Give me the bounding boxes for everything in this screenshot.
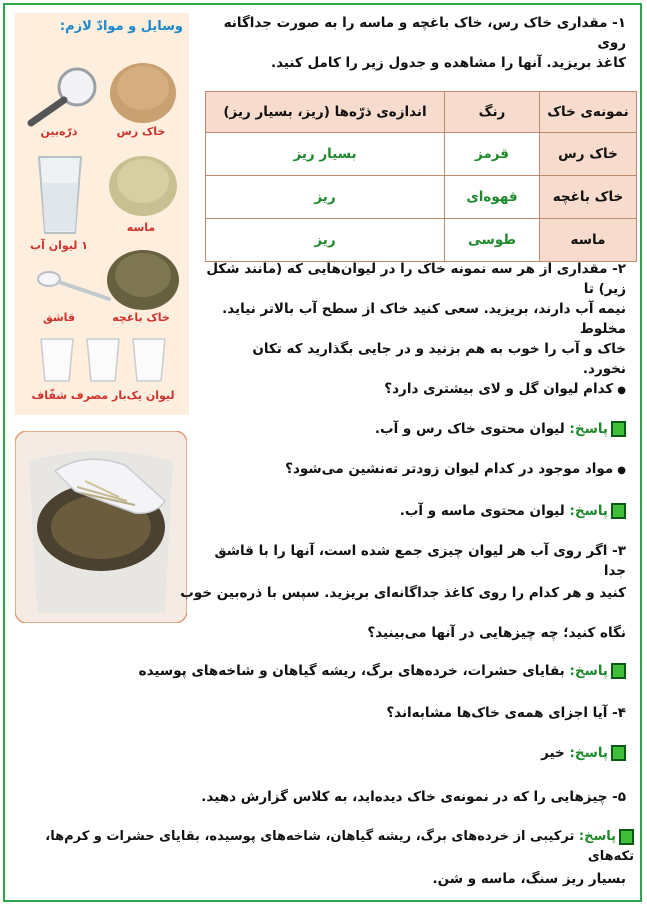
cell-size: ریز [206,219,445,262]
answer-checkbox-icon [611,745,626,761]
q2-line1: ۲- مقداری از هر سه نمونه خاک را در لیوان‌هایی که (مانند شکل زیر) تا [206,261,626,297]
magnifier-image [21,65,101,129]
table-header-row [206,92,637,133]
q2-bullet1-text: کدام لیوان گل و لای بیشتری دارد؟ [384,381,614,397]
clay-label: خاک رس [116,125,166,138]
cell-color: طوسی [445,219,540,262]
cell-size: بسیار ریز [206,133,445,176]
q5-answer [8,827,634,867]
q3-line1: ۳- اگر روی آب هر لیوان چیزی جمع شده است، آنها را با قاشق جدا [214,543,626,579]
answer-checkbox-icon [611,663,626,679]
col-header-size: اندازه‌ی ذرّه‌ها (ریز، بسیار ریز) [206,92,445,133]
answer-label: پاسخ: [569,745,608,761]
answer-label: پاسخ: [569,663,608,679]
table-row [206,176,637,219]
q2-line2: نیمه آب دارند، بریزید. سعی کنید خاک از سطح آب بالاتر نیاید. مخلوط [222,301,626,337]
q2-answer2 [206,501,626,521]
q2-bullet2 [206,459,626,481]
q2-answer2-text: لیوان محتوی ماسه و آب. [399,503,565,519]
cell-sample: خاک رس [540,133,637,176]
sand-label: ماسه [126,221,156,234]
soil-table [205,91,637,262]
q4-line1: ۴- آیا اجزای همه‌ی خاک‌ها مشابه‌اند؟ [386,705,626,721]
water-glass-image [35,153,85,237]
q2-answer1-text: لیوان محتوی خاک رس و آب. [374,421,565,437]
q3-answer-text: بقایای حشرات، خرده‌های برگ، ریشه گیاهان و شاخه‌های پوسیده [138,663,565,679]
q2-bullet2-text: مواد موجود در کدام لیوان زودتر ته‌نشین می‌شود؟ [285,461,614,477]
q1-line2: کاغذ بریزید. آنها را مشاهده و جدول زیر را کامل کنید. [270,55,626,71]
table-row [206,219,637,262]
disposable-cups-image [37,335,171,385]
q4-answer [16,743,626,763]
cell-size: ریز [206,176,445,219]
q2-bullet1 [206,379,626,401]
materials-title: وسایل و موادّ لازم: [59,19,183,34]
q5-answer-text-1: ترکیبی از خرده‌های برگ، ریشه گیاهان، شاخه‌های پوسیده، بقایای حشرات و کرم‌ها، تکه‌های [45,829,634,864]
clay-soil-image [107,43,179,123]
garden-soil-image [103,235,183,313]
garden-soil-label: خاک باغچه [112,311,170,324]
q1-line1: ۱- مقداری خاک رس، خاک باغچه و ماسه را به صورت جداگانه روی [223,15,626,51]
q4-answer-text: خیر [541,745,565,761]
answer-checkbox-icon [619,829,634,845]
water-glass-label: ۱ لیوان آب [30,239,88,252]
disposable-cups-label: لیوان یک‌بار مصرف شفّاف [31,389,175,402]
materials-panel [15,13,189,415]
q5-answer-line2: بسیار ریز سنگ، ماسه و شن. [432,871,626,887]
page-frame [3,3,642,902]
answer-checkbox-icon [611,421,626,437]
col-header-sample: نمونه‌ی خاک [540,92,637,133]
bullet-icon: ● [617,465,626,476]
cell-sample: ماسه [540,219,637,262]
q5-line1: ۵- چیزهایی را که در نمونه‌ی خاک دیده‌اید، به کلاس گزارش دهید. [201,789,626,805]
col-header-color: رنگ [445,92,540,133]
answer-label: پاسخ: [569,421,608,437]
spoon-label: قاشق [42,311,76,324]
table-row [206,133,637,176]
q2-answer1 [206,419,626,439]
answer-checkbox-icon [611,503,626,519]
cell-color: قهوه‌ای [445,176,540,219]
magnifier-label: ذرّه‌بین [40,125,78,138]
cell-sample: خاک باغچه [540,176,637,219]
cell-color: قرمز [445,133,540,176]
sand-image [105,141,181,219]
q3-line3: نگاه کنید؛ چه چیزهایی در آنها می‌بینید؟ [367,625,626,641]
q3-answer [16,661,626,681]
q2-line3: خاک و آب را خوب به هم بزنید و در جایی بگذارید که تکان نخورد. [252,341,626,377]
bullet-icon: ● [617,385,626,396]
answer-label: پاسخ: [578,829,616,844]
answer-label: پاسخ: [569,503,608,519]
q3-line2: کنید و هر کدام را روی کاغذ جداگانه‌ای بریزید. سپس با ذره‌بین خوب [180,585,626,601]
spoon-image [35,267,115,307]
